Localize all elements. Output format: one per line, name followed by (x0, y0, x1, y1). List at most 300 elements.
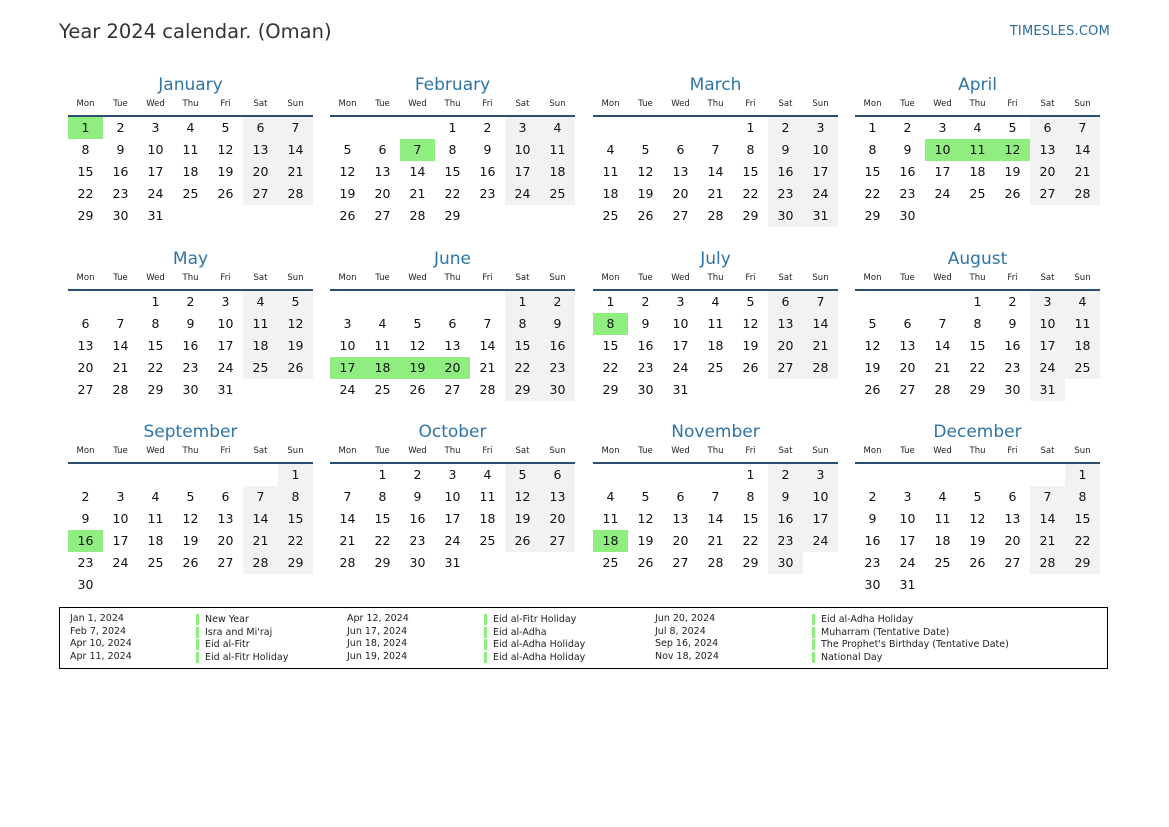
day-cell: 3 (505, 117, 540, 139)
weekday-label: Wed (146, 273, 165, 283)
day-cell: 29 (147, 382, 164, 397)
day-cell: 14 (803, 313, 838, 335)
weekday-label: Mon (601, 273, 620, 283)
day-cell: 23 (540, 357, 575, 379)
day-grid (855, 117, 1100, 227)
day-cell: 19 (969, 533, 986, 548)
day-cell: 24 (934, 186, 951, 201)
weekday-label: Sun (1074, 99, 1091, 109)
day-cell: 21 (243, 530, 278, 552)
legend-entry (347, 650, 586, 664)
legend-entry (70, 650, 289, 664)
day-cell: 21 (339, 533, 356, 548)
month-title: July (700, 249, 731, 269)
day-cell: 9 (186, 316, 195, 331)
holiday-legend (59, 607, 1108, 669)
day-cell: 29 (864, 208, 881, 223)
weekday-label: Mon (338, 99, 357, 109)
day-cell: 7 (116, 316, 125, 331)
day-cell: 28 (803, 357, 838, 379)
day-cell: 2 (483, 120, 492, 135)
day-cell: 15 (864, 164, 881, 179)
legend-date: Jun 19, 2024 (347, 650, 408, 662)
day-cell: 3 (221, 294, 230, 309)
day-cell: 29 (602, 382, 619, 397)
legend-entry (347, 638, 586, 651)
weekday-label: Thu (969, 99, 986, 109)
weekday-label: Mon (601, 99, 620, 109)
day-cell: 28 (707, 208, 724, 223)
legend-holiday-name: National Day (812, 652, 882, 663)
day-cell: 13 (1030, 139, 1065, 161)
day-cell: 17 (444, 511, 461, 526)
day-cell: 22 (374, 533, 391, 548)
month-january (68, 73, 313, 227)
weekday-header (330, 271, 575, 291)
day-cell: 9 (903, 142, 912, 157)
day-cell: 31 (672, 382, 689, 397)
day-cell: 6 (676, 142, 685, 157)
day-cell: 14 (339, 511, 356, 526)
day-cell: 26 (1004, 186, 1021, 201)
day-cell: 24 (803, 530, 838, 552)
day-cell: 12 (637, 164, 654, 179)
day-cell: 14 (1030, 508, 1065, 530)
day-cell: 16 (409, 511, 426, 526)
day-cell: 24 (803, 183, 838, 205)
empty-cell (698, 464, 733, 486)
day-cell: 21 (479, 360, 496, 375)
day-cell: 1 (746, 467, 755, 482)
legend-holiday-name: Eid al-Fitr Holiday (196, 652, 288, 663)
day-cell: 27 (899, 382, 916, 397)
day-cell: 6 (1030, 117, 1065, 139)
weekday-label: Tue (375, 273, 390, 283)
day-cell: 7 (278, 117, 313, 139)
day-cell: 5 (641, 142, 650, 157)
day-cell: 8 (378, 489, 387, 504)
day-cell: 19 (1004, 164, 1021, 179)
day-cell: 8 (278, 486, 313, 508)
day-cell: 30 (540, 379, 575, 401)
day-cell: 7 (1065, 117, 1100, 139)
day-cell: 17 (803, 161, 838, 183)
legend-entry (655, 613, 914, 626)
month-february (330, 73, 575, 227)
day-cell: 5 (973, 489, 982, 504)
day-cell: 2 (768, 117, 803, 139)
day-cell: 22 (147, 360, 164, 375)
day-cell: 1 (278, 464, 313, 486)
empty-cell (68, 464, 103, 486)
weekday-label: Tue (900, 446, 915, 456)
day-cell: 20 (77, 360, 94, 375)
day-cell: 17 (112, 533, 129, 548)
day-cell: 20 (768, 335, 803, 357)
day-cell: 19 (339, 186, 356, 201)
weekday-label: Tue (638, 273, 653, 283)
day-cell: 14 (409, 164, 426, 179)
day-cell: 25 (602, 208, 619, 223)
empty-cell (593, 464, 628, 486)
weekday-label: Tue (113, 446, 128, 456)
day-cell: 11 (540, 139, 575, 161)
day-cell: 26 (742, 360, 759, 375)
day-cell: 6 (448, 316, 457, 331)
day-cell: 13 (899, 338, 916, 353)
month-may (68, 247, 313, 401)
day-cell: 12 (339, 164, 356, 179)
empty-cell (628, 117, 663, 139)
legend-holiday-name: Isra and Mi'raj (196, 627, 272, 638)
empty-cell (208, 464, 243, 486)
day-cell: 1 (1065, 464, 1100, 486)
day-cell: 15 (602, 338, 619, 353)
day-cell: 29 (969, 382, 986, 397)
weekday-label: Sun (549, 99, 566, 109)
day-cell: 10 (672, 316, 689, 331)
day-cell: 17 (147, 164, 164, 179)
day-cell: 22 (602, 360, 619, 375)
empty-cell (663, 464, 698, 486)
weekday-header (855, 97, 1100, 117)
day-cell: 7 (243, 486, 278, 508)
day-cell: 5 (186, 489, 195, 504)
weekday-label: Mon (76, 446, 95, 456)
day-cell: 31 (1030, 379, 1065, 401)
day-cell: 4 (378, 316, 387, 331)
day-cell: 6 (243, 117, 278, 139)
day-cell: 7 (711, 489, 720, 504)
day-cell: 16 (112, 164, 129, 179)
day-cell: 30 (77, 577, 94, 592)
day-cell: 12 (278, 313, 313, 335)
day-cell: 26 (278, 357, 313, 379)
day-cell: 22 (77, 186, 94, 201)
day-cell: 11 (602, 164, 619, 179)
day-cell: 30 (409, 555, 426, 570)
month-title: August (947, 249, 1008, 269)
day-cell: 21 (707, 533, 724, 548)
day-cell: 13 (1004, 511, 1021, 526)
empty-cell (400, 291, 435, 313)
weekday-header (68, 271, 313, 291)
day-cell: 17 (672, 338, 689, 353)
day-cell: 2 (1008, 294, 1017, 309)
empty-cell (330, 464, 365, 486)
day-cell: 24 (1030, 357, 1065, 379)
day-cell: 27 (77, 382, 94, 397)
day-cell: 16 (540, 335, 575, 357)
day-cell: 27 (444, 382, 461, 397)
weekday-label: Wed (671, 446, 690, 456)
weekday-label: Mon (76, 99, 95, 109)
day-cell: 11 (182, 142, 199, 157)
holiday-day-cell: 8 (593, 313, 628, 335)
legend-date: Apr 10, 2024 (70, 638, 132, 649)
empty-cell (400, 117, 435, 139)
day-cell: 9 (81, 511, 90, 526)
legend-date: Jun 20, 2024 (655, 613, 716, 624)
day-cell: 26 (339, 208, 356, 223)
day-cell: 18 (969, 164, 986, 179)
day-cell: 19 (742, 338, 759, 353)
weekday-label: Wed (408, 446, 427, 456)
day-cell: 17 (217, 338, 234, 353)
day-cell: 9 (540, 313, 575, 335)
day-cell: 13 (243, 139, 278, 161)
day-grid (68, 291, 313, 401)
empty-cell (365, 291, 400, 313)
legend-date: Jun 17, 2024 (347, 625, 408, 637)
day-cell: 5 (221, 120, 230, 135)
weekday-label: Wed (146, 99, 165, 109)
day-cell: 22 (1065, 530, 1100, 552)
day-grid (593, 117, 838, 227)
holiday-day-cell: 18 (593, 530, 628, 552)
month-august (855, 247, 1100, 401)
day-cell: 11 (602, 511, 619, 526)
day-cell: 25 (1065, 357, 1100, 379)
day-cell: 14 (479, 338, 496, 353)
day-cell: 5 (868, 316, 877, 331)
day-cell: 5 (505, 464, 540, 486)
legend-entry (347, 613, 577, 626)
day-cell: 8 (746, 142, 755, 157)
weekday-label: Fri (1007, 99, 1018, 109)
day-grid (593, 464, 838, 574)
legend-date: Jun 18, 2024 (347, 638, 408, 649)
empty-cell (698, 117, 733, 139)
empty-cell (925, 464, 960, 486)
legend-holiday-name: Eid al-Fitr Holiday (484, 614, 576, 625)
day-cell: 21 (803, 335, 838, 357)
day-cell: 18 (1065, 335, 1100, 357)
day-cell: 10 (217, 316, 234, 331)
day-cell: 2 (540, 291, 575, 313)
day-cell: 4 (540, 117, 575, 139)
weekday-label: Sun (287, 446, 304, 456)
legend-entry (70, 638, 250, 651)
day-cell: 6 (903, 316, 912, 331)
month-december (855, 420, 1100, 596)
site-link[interactable]: TIMESLES.COM (1009, 24, 1110, 39)
month-title: June (433, 249, 472, 269)
empty-cell (365, 117, 400, 139)
day-cell: 10 (803, 139, 838, 161)
day-cell: 16 (479, 164, 496, 179)
weekday-label: Thu (707, 99, 724, 109)
day-cell: 16 (768, 508, 803, 530)
day-grid (855, 291, 1100, 401)
day-cell: 28 (112, 382, 129, 397)
weekday-label: Fri (745, 99, 756, 109)
day-cell: 15 (505, 335, 540, 357)
day-cell: 8 (1065, 486, 1100, 508)
day-cell: 30 (182, 382, 199, 397)
month-july (593, 247, 838, 401)
day-cell: 12 (217, 142, 234, 157)
day-cell: 26 (217, 186, 234, 201)
empty-cell (103, 464, 138, 486)
day-cell: 23 (182, 360, 199, 375)
weekday-label: Sat (515, 99, 530, 109)
day-cell: 16 (1004, 338, 1021, 353)
day-cell: 24 (147, 186, 164, 201)
day-cell: 23 (768, 530, 803, 552)
weekday-label: Sun (1074, 273, 1091, 283)
day-cell: 8 (448, 142, 457, 157)
weekday-label: Thu (707, 446, 724, 456)
day-cell: 2 (768, 464, 803, 486)
day-cell: 30 (637, 382, 654, 397)
day-cell: 16 (637, 338, 654, 353)
empty-cell (103, 291, 138, 313)
legend-holiday-name: Muharram (Tentative Date) (812, 627, 949, 638)
legend-entry (70, 613, 249, 626)
legend-holiday-name: Eid al-Adha Holiday (484, 652, 585, 663)
day-cell: 23 (479, 186, 496, 201)
day-cell: 11 (147, 511, 164, 526)
day-cell: 19 (637, 186, 654, 201)
day-grid (330, 117, 575, 227)
weekday-label: Fri (220, 273, 231, 283)
weekday-label: Sat (778, 446, 793, 456)
weekday-label: Sun (812, 446, 829, 456)
weekday-label: Wed (933, 446, 952, 456)
day-cell: 3 (803, 117, 838, 139)
day-cell: 24 (505, 183, 540, 205)
weekday-label: Fri (745, 273, 756, 283)
day-cell: 2 (81, 489, 90, 504)
weekday-label: Fri (482, 99, 493, 109)
day-cell: 27 (1004, 555, 1021, 570)
weekday-header (68, 97, 313, 117)
weekday-label: Thu (444, 99, 461, 109)
day-cell: 4 (973, 120, 982, 135)
day-cell: 12 (409, 338, 426, 353)
empty-cell (890, 464, 925, 486)
day-cell: 28 (1065, 183, 1100, 205)
weekday-label: Sun (549, 446, 566, 456)
holiday-day-cell: 7 (400, 139, 435, 161)
day-cell: 26 (969, 555, 986, 570)
day-cell: 3 (676, 294, 685, 309)
day-cell: 17 (899, 533, 916, 548)
legend-holiday-name: The Prophet's Birthday (Tentative Date) (812, 639, 1009, 650)
day-cell: 26 (505, 530, 540, 552)
day-cell: 9 (1008, 316, 1017, 331)
day-cell: 15 (969, 338, 986, 353)
day-cell: 21 (1030, 530, 1065, 552)
day-cell: 15 (742, 511, 759, 526)
day-cell: 19 (864, 360, 881, 375)
weekday-label: Sun (549, 273, 566, 283)
day-cell: 11 (934, 511, 951, 526)
day-cell: 25 (182, 186, 199, 201)
weekday-header (593, 271, 838, 291)
empty-cell (960, 464, 995, 486)
day-cell: 6 (540, 464, 575, 486)
month-november (593, 420, 838, 574)
day-cell: 28 (339, 555, 356, 570)
day-cell: 17 (803, 508, 838, 530)
empty-cell (243, 464, 278, 486)
empty-cell (855, 464, 890, 486)
day-cell: 13 (444, 338, 461, 353)
day-cell: 29 (374, 555, 391, 570)
day-cell: 25 (374, 382, 391, 397)
empty-cell (663, 117, 698, 139)
day-cell: 14 (707, 511, 724, 526)
day-cell: 4 (938, 489, 947, 504)
day-cell: 27 (374, 208, 391, 223)
legend-entry (347, 625, 547, 639)
day-cell: 11 (707, 316, 724, 331)
day-cell: 27 (672, 555, 689, 570)
weekday-label: Sun (287, 273, 304, 283)
day-cell: 15 (444, 164, 461, 179)
day-cell: 22 (278, 530, 313, 552)
day-cell: 14 (1065, 139, 1100, 161)
page-title: Year 2024 calendar. (Oman) (59, 20, 332, 43)
day-cell: 24 (899, 555, 916, 570)
day-cell: 16 (182, 338, 199, 353)
weekday-label: Thu (969, 273, 986, 283)
holiday-day-cell: 20 (435, 357, 470, 379)
day-cell: 4 (483, 467, 492, 482)
weekday-label: Mon (338, 446, 357, 456)
month-title: March (689, 75, 742, 95)
day-cell: 4 (1065, 291, 1100, 313)
day-cell: 24 (112, 555, 129, 570)
weekday-header (593, 444, 838, 464)
day-cell: 14 (934, 338, 951, 353)
day-cell: 2 (116, 120, 125, 135)
legend-date: Apr 12, 2024 (347, 613, 409, 624)
weekday-label: Tue (638, 99, 653, 109)
day-cell: 28 (1030, 552, 1065, 574)
empty-cell (1030, 464, 1065, 486)
day-cell: 27 (217, 555, 234, 570)
day-cell: 12 (505, 486, 540, 508)
weekday-label: Sun (812, 273, 829, 283)
day-cell: 15 (742, 164, 759, 179)
day-cell: 31 (217, 382, 234, 397)
day-cell: 27 (243, 183, 278, 205)
day-cell: 28 (278, 183, 313, 205)
day-cell: 1 (973, 294, 982, 309)
weekday-label: Wed (408, 273, 427, 283)
day-cell: 16 (899, 164, 916, 179)
weekday-label: Wed (933, 99, 952, 109)
holiday-day-cell: 1 (68, 117, 103, 139)
month-title: September (143, 422, 238, 442)
day-cell: 9 (483, 142, 492, 157)
day-cell: 15 (147, 338, 164, 353)
weekday-label: Sun (812, 99, 829, 109)
day-cell: 10 (803, 486, 838, 508)
empty-cell (330, 291, 365, 313)
day-cell: 28 (479, 382, 496, 397)
day-cell: 10 (444, 489, 461, 504)
weekday-label: Wed (671, 273, 690, 283)
weekday-label: Wed (146, 446, 165, 456)
weekday-header (855, 271, 1100, 291)
weekday-label: Sat (1040, 99, 1055, 109)
day-cell: 1 (378, 467, 387, 482)
month-june (330, 247, 575, 401)
